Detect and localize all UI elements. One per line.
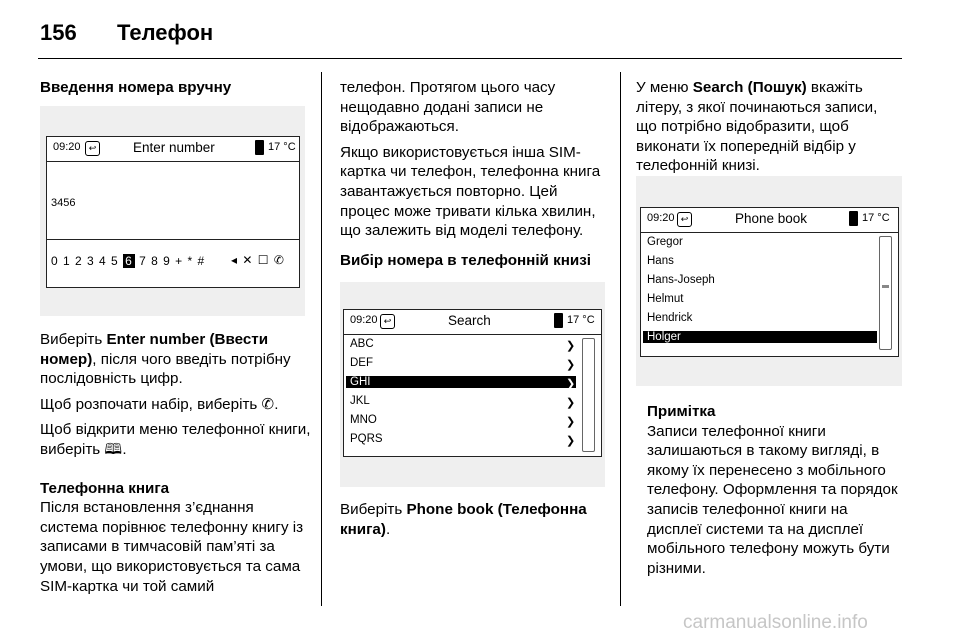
column-2 <box>340 78 608 270</box>
phone-icon <box>255 140 264 155</box>
display-enter-number <box>46 136 300 288</box>
list-item-selected[interactable]: Holger <box>643 331 877 343</box>
screenshot-search <box>340 282 605 487</box>
screen-title: Enter number <box>133 140 215 155</box>
status-divider <box>47 161 299 162</box>
text: Виберіть <box>40 331 107 348</box>
keypad-icons[interactable]: ◂ ✕ ☐ ✆ <box>231 253 285 267</box>
page-title: Телефон <box>117 20 214 45</box>
status-bar <box>344 310 601 334</box>
list-item-selected[interactable]: GHI <box>346 376 576 388</box>
chevron-right-icon: ❯ <box>566 435 576 447</box>
instruction-dial: Щоб розпочати набір, виберіть ✆. <box>40 395 279 413</box>
clock: 09:20 <box>350 314 378 326</box>
column-2-body <box>340 500 608 539</box>
column-1 <box>40 78 312 98</box>
digit-selected[interactable]: 6 <box>125 254 133 268</box>
status-bar <box>641 208 898 232</box>
section-heading-manual-entry: Введення номера вручну <box>40 79 232 96</box>
screen-title: Phone book <box>735 211 808 226</box>
instruction-phonebook: Щоб відкрити меню телефонної книги, виберіть 🕮. <box>40 421 311 458</box>
list-item[interactable]: PQRS <box>350 433 383 445</box>
text: вкажіть літеру, з якої починаються записи, що потрібно відобразити, щоб виконати їх попередній відбір у телефонній книзі. <box>636 79 878 175</box>
instruction-search <box>636 78 902 176</box>
chevron-right-icon: ❯ <box>566 416 576 428</box>
back-icon: ↩ <box>380 314 395 329</box>
section-heading-select-number: Вибір номера в телефонній книзі <box>340 251 591 269</box>
temperature: 17 °C <box>268 141 296 153</box>
page-number: 156 <box>40 20 77 45</box>
screenshot-enter-number <box>40 106 305 316</box>
display-phonebook <box>640 207 899 357</box>
list-item[interactable]: Hans-Joseph <box>647 274 715 286</box>
column-1-body <box>40 330 312 596</box>
scrollbar[interactable] <box>879 236 892 350</box>
section-heading-phonebook: Телефонна книга <box>40 479 170 497</box>
status-divider <box>641 232 898 233</box>
status-divider <box>344 334 601 335</box>
note-heading: Примітка <box>647 403 716 420</box>
display-search <box>343 309 602 457</box>
list-item[interactable]: JKL <box>350 395 370 407</box>
column-3 <box>636 78 902 176</box>
chevron-right-icon: ❯ <box>566 378 576 390</box>
list-item[interactable]: DEF <box>350 357 373 369</box>
list-item[interactable]: Gregor <box>647 236 683 248</box>
text: Виберіть <box>340 501 407 518</box>
list-item[interactable]: Hans <box>647 255 674 267</box>
menu-term: Enter number (Ввести номер) <box>40 331 269 368</box>
column-divider-1 <box>321 72 322 606</box>
chevron-right-icon: ❯ <box>566 340 576 352</box>
list-item[interactable]: Hendrick <box>647 312 693 324</box>
digits-left[interactable]: 0 1 2 3 4 5 <box>51 254 119 268</box>
instruction-enter-number <box>40 330 312 389</box>
text: . <box>385 520 391 538</box>
note-box <box>647 402 905 578</box>
chevron-right-icon: ❯ <box>566 359 576 371</box>
digit-row <box>51 254 205 268</box>
phone-icon <box>849 211 858 226</box>
chevron-right-icon: ❯ <box>566 397 576 409</box>
clock: 09:20 <box>647 212 675 224</box>
paragraph: телефон. Протягом цього часу нещодавно додані записи не відображаються. <box>340 79 556 136</box>
list-item[interactable]: ABC <box>350 338 374 350</box>
back-icon: ↩ <box>85 141 100 156</box>
screenshot-phonebook <box>636 176 902 386</box>
watermark: carmanualsonline.info <box>683 612 868 633</box>
entered-number: 3456 <box>51 197 76 209</box>
text: У меню <box>636 79 693 96</box>
back-icon: ↩ <box>677 212 692 227</box>
status-bar <box>47 137 299 161</box>
clock: 09:20 <box>53 141 81 153</box>
temperature: 17 °C <box>567 314 595 326</box>
text: , після чого введіть потрібну послідовність цифр. <box>40 350 291 388</box>
digits-right[interactable]: 7 8 9 + * # <box>139 254 206 268</box>
column-divider-2 <box>620 72 621 606</box>
list-item[interactable]: MNO <box>350 414 377 426</box>
header-rule <box>38 58 902 59</box>
menu-term: Search (Пошук) <box>692 79 807 96</box>
scrollbar[interactable] <box>582 338 595 452</box>
instruction-phonebook-select <box>340 500 608 539</box>
phonebook-text: Після встановлення з’єднання система порівнює телефонну книгу із записами в тимчасовій пам’яті за умови, що використовується та сама SIM-картка чи той самий <box>40 499 304 595</box>
note-text: Записи телефонної книги залишаються в такому вигляді, в якому їх перенесено з мобільного телефону. Оформлення та порядок записів телефонної книги на дисплеї системи та на дисплеї мобільного телефону можуть бути різними. <box>647 422 898 577</box>
screen-title: Search <box>448 313 491 328</box>
list-item[interactable]: Helmut <box>647 293 684 305</box>
keypad-divider <box>47 239 299 240</box>
menu-term: Phone book (Телефонна книга) <box>340 501 587 538</box>
temperature: 17 °C <box>862 212 890 224</box>
paragraph: Якщо використовується інша SIM-картка чи телефон, телефонна книга завантажується повторно. Цей процес може тривати кілька хвилин, що залежить від моделі телефону. <box>340 143 601 240</box>
scrollbar-thumb[interactable] <box>882 285 889 288</box>
phone-icon <box>554 313 563 328</box>
